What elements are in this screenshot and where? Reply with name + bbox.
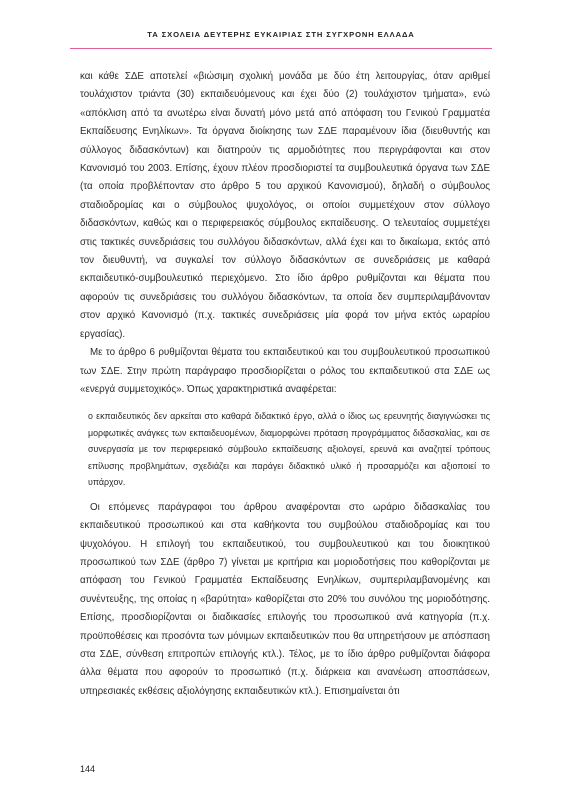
paragraph: Με το άρθρο 6 ρυθμίζονται θέματα του εκπαιδευτικού και του συμβουλευτικού προσωπικού των ΣΔΕ. Στην πρώτη παράγραφο προσδιορίζεται ο ρόλος του εκπαιδευτικού στα ΣΔΕ ως «ενεργά συμμετοχικός». Όπως χαρακτηριστικά αναφέρεται: <box>80 347 490 395</box>
page-body <box>80 68 490 701</box>
block-quote: ο εκπαιδευτικός δεν αρκείται στο καθαρά διδακτικό έργο, αλλά ο ίδιος ως ερευνητής διαγιγνώσκει τις μορφωτικές ανάγκες των εκπαιδευομένων, διαμορφώνει πρόταση προγράμματος διδασκαλίας, και σε συνεργασία με τον περιφερειακό σύμβουλο εκπαίδευσης αξιολογεί, ερευνά και αναζητεί τρόπους επίλυσης προβλημάτων, σχεδιάζει και παράγει διδακτικό υλικό ή προσαρμόζει και αξιοποιεί το υπάρχον. <box>88 411 490 488</box>
paragraph: Οι επόμενες παράγραφοι του άρθρου αναφέρονται στο ωράριο διδασκαλίας του εκπαιδευτικού προσωπικού και στα καθήκοντα του συμβούλου σταδιοδρομίας και του ψυχολόγου. Η επιλογή του εκπαιδευτικού, του συμβουλευτικού και του διοικητικού προσωπικού των ΣΔΕ (άρθρο 7) γίνεται με κριτήρια και μοριοδοτήσεις που καθορίζονται με απόφαση του Γενικού Γραμματέα Εκπαίδευσης Ενηλίκων, συμπεριλαμβανομένης και συνέντευξης, της οποίας η «βαρύτητα» καθορίζεται στο 20% του συνόλου της μοριοδότησης. Επίσης, προσδιορίζονται οι διαδικασίες επιλογής του προσωπικού ανά κατηγορία (π.χ. προϋποθέσεις και προσόντα των μόνιμων εκπαιδευτικών που θα υπηρετήσουν με απόσπαση στα ΣΔΕ, σύνθεση επιτροπών επιλογής κτλ.). Τέλος, με το ίδιο άρθρο ρυθμίζονται διάφορα άλλα θέματα που αφορούν το προσωπικό (π.χ. διάρκεια και ανανέωση αποσπάσεων, υπηρεσιακές εκθέσεις αξιολόγησης εκπαιδευτικών κτλ.). Επισημαίνεται ότι <box>80 501 490 697</box>
running-header: ΤΑ ΣΧΟΛΕΙΑ ΔΕΥΤΕΡΗΣ ΕΥΚΑΙΡΙΑΣ ΣΤΗ ΣΥΓΧΡΟΝΗ ΕΛΛΑΔΑ <box>147 30 415 39</box>
page-number: 144 <box>80 764 96 774</box>
paragraph: και κάθε ΣΔΕ αποτελεί «βιώσιμη σχολική μονάδα με δύο έτη λειτουργίας, όταν αριθμεί τουλάχιστον τριάντα (30) εκπαιδευόμενους και έχει δύο (2) τουλάχιστον τμήματα», ενώ «απόκλιση από τα ανωτέρω είναι δυνατή μόνο μετά από απόφαση του Γενικού Γραμματέα Εκπαίδευσης Ενηλίκων». Τα όργανα διοίκησης των ΣΔΕ παραμένουν ίδια (διευθυντής και σύλλογος διδασκόντων) και διατηρούν τις αρμοδιότητες που περιγράφονται και στον Κανονισμό του 2003. Επίσης, έχουν πλέον προσδιοριστεί τα συμβουλευτικά όργανα των ΣΔΕ (τα οποία προβλέπονταν στο άρθρο 5 του αρχικού Κανονισμού), δηλαδή ο σύμβουλος σταδιοδρομίας και ο σύμβουλος ψυχολόγος, οι οποίοι συμμετέχουν στον σύλλογο διδασκόντων, καθώς και ο περιφερειακός σύμβουλος εκπαίδευσης. Ο τελευταίος συμμετέχει στις τακτικές συνεδριάσεις του συλλόγου διδασκόντων, αλλά έχει και το δικαίωμα, εκτός από τον διευθυντή, να συγκαλεί τον σύλλογο διδασκόντων σε συνεδριάσεις με καθαρά εκπαιδευτικό-συμβουλευτικό περιεχόμενο. Στο ίδιο άρθρο ρυθμίζονται και θέματα που αφορούν τις συνεδριάσεις του συλλόγου διδασκόντων, τα οποία δεν συμπεριλαμβάνονταν στον αρχικό Κανονισμό (π.χ. τακτικές συνεδριάσεις μία φορά τον μήνα εκτός ωραρίου εργασίας). <box>80 71 490 340</box>
header-rule <box>70 48 492 49</box>
